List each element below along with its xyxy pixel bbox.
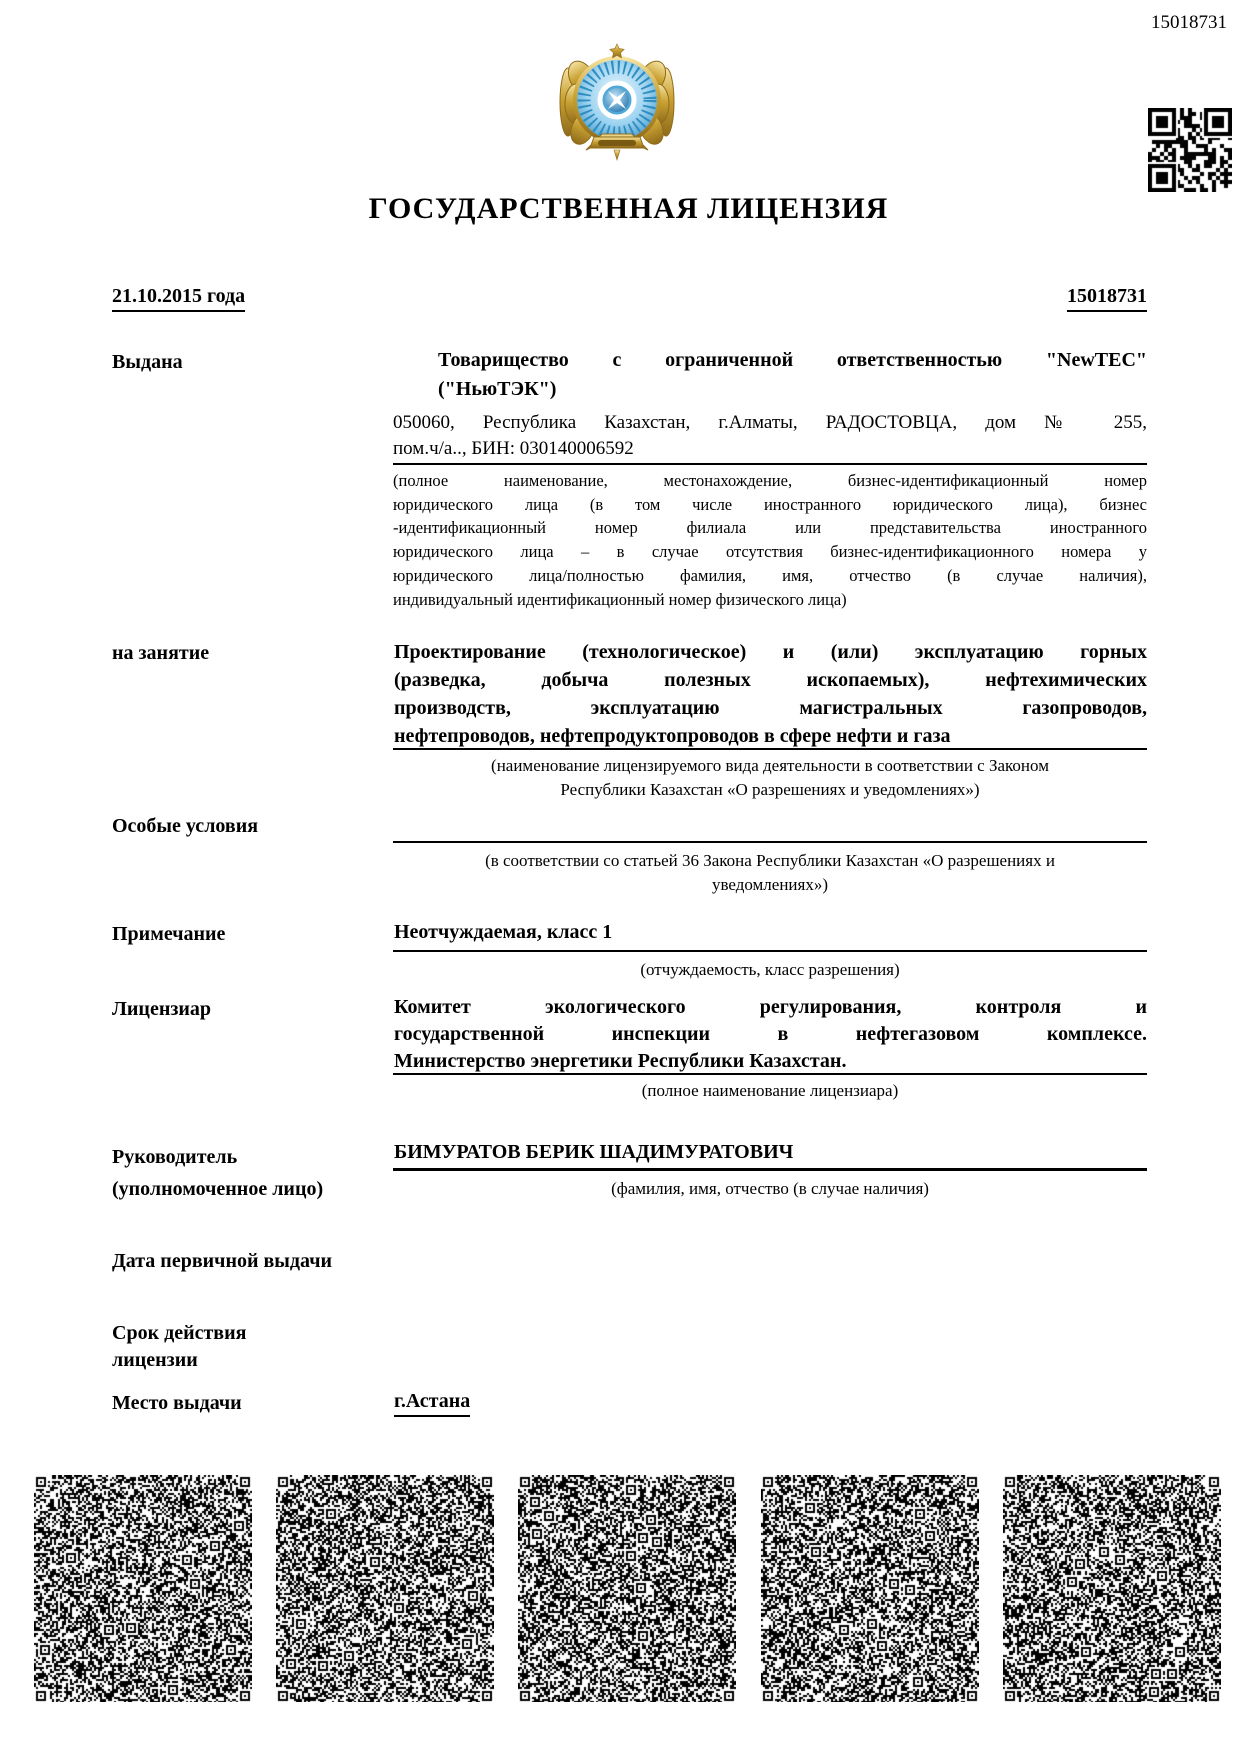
head-value: БИМУРАТОВ БЕРИК ШАДИМУРАТОВИЧ [394, 1141, 794, 1163]
divider-line [393, 748, 1147, 750]
issue-date: 21.10.2015 года [112, 285, 245, 312]
note-caption: (отчуждаемость, класс разрешения) [640, 960, 900, 979]
field-label-head: Руководитель (уполномоченное лицо) [112, 1146, 324, 1200]
page-number: 15018731 [1151, 12, 1227, 33]
field-label-note: Примечание [112, 923, 226, 945]
place-value: г.Астана [394, 1390, 470, 1417]
divider-line [393, 1168, 1147, 1171]
company-name: Товарищество с ограниченной ответственностью "NewTEC" ("НьюТЭК") [438, 349, 1147, 400]
divider-line [393, 950, 1147, 952]
activity-value: Проектирование (технологическое) и (или) эксплуатацию горных (разведка, добыча полезных ископаемых), нефтехимических производств, эксплуатацию магистральных газопроводов, нефтепроводов, нефтепродуктопроводов в сфере нефти и газа [394, 641, 1147, 747]
field-label-validity: Срок действия лицензии [112, 1322, 247, 1371]
divider-line [393, 463, 1147, 465]
activity-caption: (наименование лицензируемого вида деятельности в соответствии с Законом Республики Казахстан «О разрешениях и уведомлениях») [491, 756, 1049, 799]
field-label-first-issue-date: Дата первичной выдачи [112, 1250, 333, 1272]
data-matrix-block [34, 1475, 252, 1702]
head-caption: (фамилия, имя, отчество (в случае наличия) [611, 1179, 929, 1198]
field-label-special-conditions: Особые условия [112, 815, 259, 837]
licensor-value: Комитет экологического регулирования, контроля и государственной инспекции в нефтегазовом комплексе. Министерство энергетики Республики Казахстан. [394, 996, 1147, 1072]
field-label-licensor: Лицензиар [112, 998, 212, 1020]
license-number: 15018731 [1067, 285, 1147, 312]
licensor-caption: (полное наименование лицензиара) [641, 1081, 899, 1100]
data-matrix-block [518, 1475, 736, 1702]
field-label-place: Место выдачи [112, 1392, 242, 1414]
qr-code-icon [1148, 108, 1232, 192]
field-label-activity: на занятие [112, 642, 210, 664]
data-matrix-block [276, 1475, 494, 1702]
document-title: ГОСУДАРСТВЕННАЯ ЛИЦЕНЗИЯ [368, 192, 889, 225]
kazakhstan-emblem-icon [552, 38, 682, 168]
note-value: Неотчуждаемая, класс 1 [394, 921, 613, 943]
company-address: 050060, Республика Казахстан, г.Алматы, РАДОСТОВЦА, дом № 255, пом.ч/а.., БИН: 030140006592 [393, 412, 1147, 459]
special-conditions-caption: (в соответствии со статьей 36 Закона Республики Казахстан «О разрешениях и уведомлениях») [485, 851, 1055, 894]
divider-line [393, 841, 1147, 843]
field-label-issued-to: Выдана [112, 351, 183, 373]
divider-line [393, 1073, 1147, 1075]
issued-to-caption: (полное наименование, местонахождение, бизнес-идентификационный номер юридического лица (в том числе иностранного юридического лица), бизнес -идентификационный номер филиала или представительства иностранного юридического лица – в случае отсутствия бизнес-идентификационного номера у юридического лица/полностью фамилия, имя, отчество (в случае наличия), индивидуальный идентификационный номер физического лица) [393, 471, 1147, 609]
data-matrix-block [1003, 1475, 1221, 1702]
data-matrix-block [761, 1475, 979, 1702]
